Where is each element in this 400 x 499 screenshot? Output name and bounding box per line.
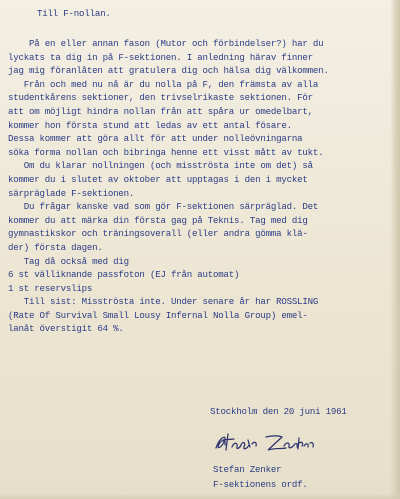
letter-line: Tag då också med dig [8, 255, 129, 267]
letter-line: studentkårens sektioner, den trivselrikaste sektionen. För [8, 92, 313, 104]
letter-line: lanåt överstigit 64 %. [8, 323, 124, 335]
letter-line: jag mig föranlåten att gratulera dig och hälsa dig välkommen. [8, 65, 329, 77]
letter-line: der) första dagen. [8, 241, 103, 253]
paper-bottom-shadow [0, 493, 400, 499]
letter-line: (Rate Of Survival Small Lousy Infernal Nolla Group) emel- [8, 309, 308, 321]
letter-line: 1 st reservslips [8, 282, 93, 294]
letter-line: Du frågar kanske vad som gör F-sektionen särpräglad. Det [8, 201, 319, 213]
letter-line: Från och med nu nå är du nolla på F, den främsta av alla [8, 78, 319, 90]
letter-line: Om du klarar nollningen (och misströsta inte om det) så [8, 160, 313, 172]
letter-line: På en eller annan fason (Mutor och förbindelser?) har du [8, 38, 324, 49]
letter-line: särpräglade F-sektionen. [8, 187, 135, 199]
handwritten-signature [210, 428, 320, 456]
place-and-date: Stockholm den 20 juni 1961 [210, 406, 347, 417]
letter-line: att om möjligt hindra nollan från att spåra ur omedelbart, [8, 105, 313, 117]
letter-body [8, 37, 394, 336]
letter-line: söka forma nollan och bibringa henne ett visst mått av tukt. [8, 146, 324, 158]
letter-line: gymnastikskor och träningsoverall (eller andra gömma klä- [8, 228, 308, 240]
letter-line: lyckats ta dig in på F-sektionen. I anledning härav finner [8, 51, 313, 63]
letter-line: Dessa kommer att göra allt för att under nolleövningarna [8, 133, 303, 145]
letter-line: Till sist: Misströsta inte. Under senare år har ROSSLING [8, 296, 319, 308]
paper-edge-shadow [390, 0, 400, 499]
signatory-title: F-sektionens ordf. [213, 479, 308, 490]
letter-greeting: Till F-nollan. [37, 8, 111, 19]
letter-line: kommer hon första stund att ledas av ett antal fösare. [8, 119, 292, 131]
letter-line: kommer du i slutet av oktober att upptagas i den i mycket [8, 173, 308, 185]
letter-line: kommer du att märka din första gag på Teknis. Tag med dig [8, 214, 308, 226]
letter-line: 6 st välliknande passfoton (EJ från automat) [8, 269, 240, 281]
signatory-name: Stefan Zenker [213, 464, 282, 475]
